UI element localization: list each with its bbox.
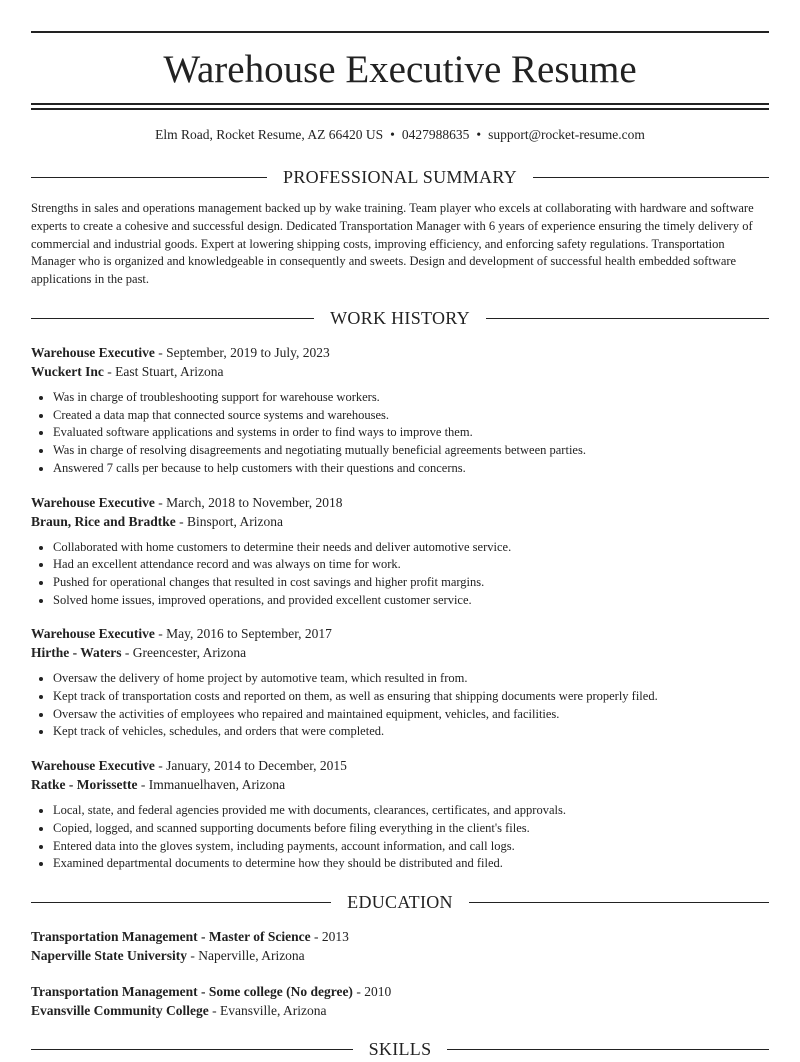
dash: - xyxy=(186,947,199,963)
job-dates: January, 2014 to December, 2015 xyxy=(166,758,347,774)
contact-email: support@rocket-resume.com xyxy=(488,127,645,142)
job-title: Warehouse Executive xyxy=(31,494,155,510)
dash: - xyxy=(310,928,322,944)
heading-rule xyxy=(533,177,769,178)
degree: Transportation Management - Master of Science xyxy=(31,928,311,944)
dash: - xyxy=(154,494,167,510)
section-title: SKILLS xyxy=(368,1039,432,1060)
job-title-line xyxy=(31,493,769,512)
contact-separator: • xyxy=(476,127,482,142)
job-bullets xyxy=(31,389,769,478)
job-bullets xyxy=(31,670,769,741)
bullet-item: • Solved home issues, improved operations, and provided excellent customer service. xyxy=(53,592,769,610)
section-title: EDUCATION xyxy=(347,892,453,913)
bullet-item: • Was in charge of troubleshooting support for warehouse workers. xyxy=(53,389,769,407)
education-entry xyxy=(31,982,769,1020)
job-location: East Stuart, Arizona xyxy=(115,363,224,379)
job-entry xyxy=(31,624,769,741)
dash: - xyxy=(154,758,167,774)
job-company-line xyxy=(31,775,769,794)
job-company: Ratke - Morissette xyxy=(31,777,138,793)
job-entry xyxy=(31,756,769,873)
heading-rule xyxy=(31,902,331,903)
job-title: Warehouse Executive xyxy=(31,626,155,642)
bullet-item: • Oversaw the activities of employees who repaired and maintained equipment, vehicles, and facilities. xyxy=(53,706,769,724)
dash: - xyxy=(352,983,365,999)
dash: - xyxy=(121,645,133,661)
job-dates: September, 2019 to July, 2023 xyxy=(166,344,330,360)
bullet-item: • Created a data map that connected source systems and warehouses. xyxy=(53,407,769,425)
section-title: PROFESSIONAL SUMMARY xyxy=(283,166,517,187)
contact-separator: • xyxy=(390,127,395,142)
job-entry xyxy=(31,493,769,610)
job-location: Binsport, Arizona xyxy=(187,513,284,529)
school-line xyxy=(31,1001,769,1020)
job-dates: May, 2016 to September, 2017 xyxy=(166,626,332,642)
job-title-line xyxy=(31,624,769,643)
heading-rule xyxy=(31,318,314,319)
dash: - xyxy=(208,1002,220,1018)
heading-rule xyxy=(469,902,769,903)
bullet-item: • Kept track of vehicles, schedules, and orders that were completed. xyxy=(53,723,769,741)
heading-rule xyxy=(486,318,769,319)
job-company: Wuckert Inc xyxy=(31,363,104,379)
school-location: Naperville, Arizona xyxy=(198,947,305,963)
job-bullets xyxy=(31,539,769,610)
heading-rule xyxy=(31,177,267,178)
school: Naperville State University xyxy=(31,947,187,963)
school: Evansville Community College xyxy=(31,1002,209,1018)
bullet-item: • Examined departmental documents to determine how they should be distributed and filed. xyxy=(53,855,769,873)
degree: Transportation Management - Some college (No degree) xyxy=(31,983,353,999)
job-title: Warehouse Executive xyxy=(31,758,155,774)
contact-line xyxy=(31,127,769,147)
job-location: Immanuelhaven, Arizona xyxy=(148,777,286,793)
bullet-item: • Oversaw the delivery of home project by automotive team, which resulted in from. xyxy=(53,670,769,688)
job-title-line xyxy=(31,756,769,775)
job-dates: March, 2018 to November, 2018 xyxy=(166,494,343,510)
degree-year: 2010 xyxy=(364,983,392,999)
resume-title: Warehouse Executive Resume xyxy=(163,48,637,91)
degree-line xyxy=(31,982,769,1001)
education-entry xyxy=(31,927,769,965)
degree-year: 2013 xyxy=(321,928,349,944)
work-history-list xyxy=(31,343,769,873)
heading-rule xyxy=(447,1049,769,1050)
resume-page xyxy=(31,0,769,1062)
job-company-line xyxy=(31,362,769,381)
section-heading-work xyxy=(31,307,769,331)
contact-address: Elm Road, Rocket Resume, AZ 66420 US xyxy=(155,127,384,142)
section-title: WORK HISTORY xyxy=(330,308,470,329)
title-double-rule xyxy=(31,103,769,110)
heading-rule xyxy=(31,1049,353,1050)
bullet-item: • Answered 7 calls per because to help customers with their questions and concerns. xyxy=(53,460,769,478)
job-company-line xyxy=(31,643,769,662)
bullet-item: • Evaluated software applications and systems in order to find ways to improve them. xyxy=(53,424,769,442)
job-company: Hirthe - Waters xyxy=(31,645,122,661)
bullet-item: • Was in charge of resolving disagreements and negotiating mutually beneficial agreements between parties. xyxy=(53,442,769,460)
section-heading-education xyxy=(31,891,769,915)
job-entry xyxy=(31,343,769,478)
dash: - xyxy=(154,344,167,360)
job-title-line xyxy=(31,343,769,362)
dash: - xyxy=(175,513,188,529)
school-line xyxy=(31,946,769,965)
job-location: Greencester, Arizona xyxy=(132,645,247,661)
bullet-item: • Local, state, and federal agencies provided me with documents, clearances, certificates, and approvals. xyxy=(53,802,769,820)
job-company: Braun, Rice and Bradtke xyxy=(31,513,176,529)
bullet-item: • Pushed for operational changes that resulted in cost savings and higher profit margins. xyxy=(53,574,769,592)
job-company-line xyxy=(31,512,769,531)
summary-text: Strengths in sales and operations management backed up by wake training. Team player who excels at collaborating with hardware and software experts to create a cohesive and successful design. Dedicated Transportation Manager with 6 years of experience ensuring the timely delivery of commercial and industrial goods. Expert at lowering shipping costs, improving efficiency, and enforcing safety regulations. Transportation Manager who is organized and knowledgeable in consequently and sweets. Design and development of successful health embedded software applications in the past. xyxy=(31,201,754,287)
degree-line xyxy=(31,927,769,946)
section-heading-skills xyxy=(31,1038,769,1062)
job-bullets xyxy=(31,802,769,873)
school-location: Evansville, Arizona xyxy=(220,1002,327,1018)
section-heading-summary xyxy=(31,165,769,189)
dash: - xyxy=(103,363,116,379)
bullet-item: • Copied, logged, and scanned supporting documents before filing everything in the client's files. xyxy=(53,820,769,838)
bullet-item: • Had an excellent attendance record and was always on time for work. xyxy=(53,556,769,574)
dash: - xyxy=(137,777,149,793)
contact-phone: 0427988635 xyxy=(401,127,470,142)
bullet-item: • Entered data into the gloves system, including payments, account information, and call logs. xyxy=(53,838,769,856)
bullet-item: • Collaborated with home customers to determine their needs and deliver automotive service. xyxy=(53,539,769,557)
bullet-item: • Kept track of transportation costs and reported on them, as well as ensuring that shipping documents were properly filed. xyxy=(53,688,769,706)
job-title: Warehouse Executive xyxy=(31,344,155,360)
top-rule xyxy=(31,31,769,33)
dash: - xyxy=(154,626,167,642)
